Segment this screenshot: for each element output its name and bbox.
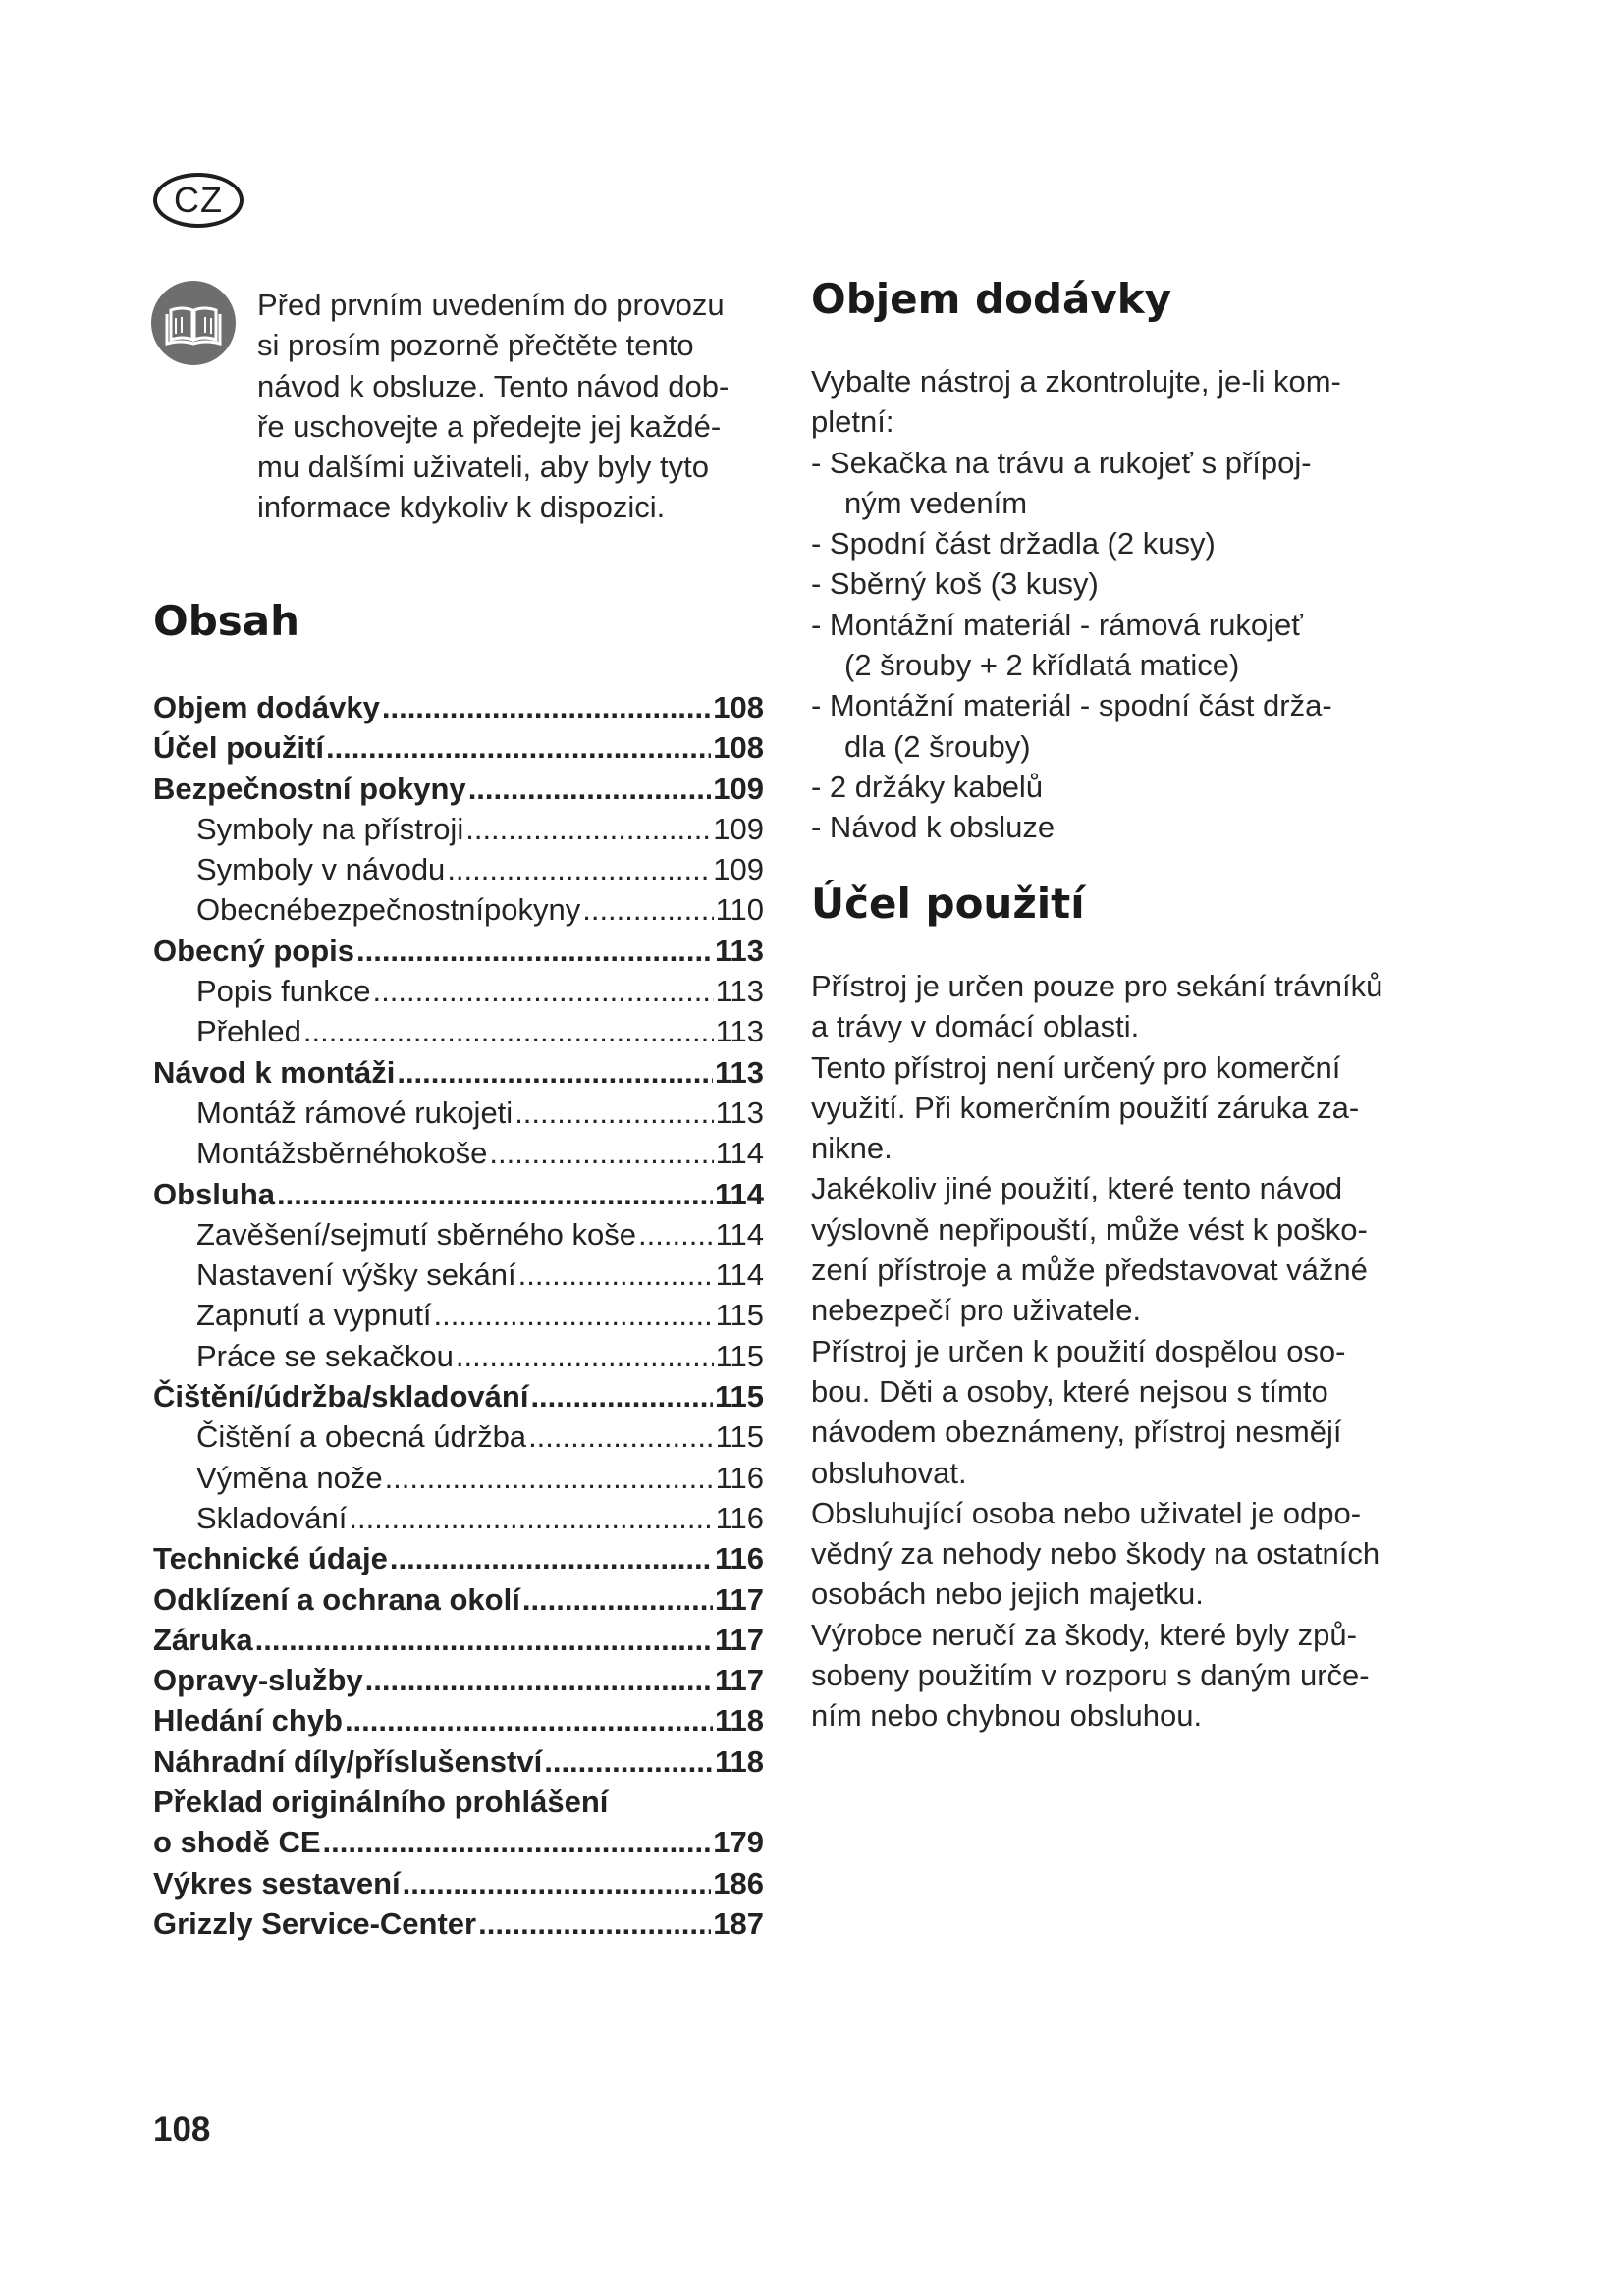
toc-entry-title: Grizzly Service-Center (153, 1905, 477, 1941)
intro-paragraph (257, 285, 768, 528)
scope-item: - Návod k obsluze (811, 810, 1056, 845)
usage-line: Obsluhující osoba nebo uživatel je odpo- (811, 1495, 1362, 1530)
toc-entry[interactable] (153, 931, 764, 971)
toc-entry-title: Nastavení výšky sekání (196, 1257, 516, 1293)
read-manual-book-icon (151, 281, 236, 365)
scope-item: - 2 držáky kabelů (811, 769, 1044, 804)
toc-subentry[interactable] (153, 849, 764, 889)
toc-entry-page: 179 (713, 1825, 764, 1860)
intro-line: Před prvním uvedením do provozu (257, 288, 725, 322)
scope-item: - Sekačka na trávu a rukojeť s přípoj- (811, 445, 1312, 480)
scope-heading: Objem dodávky (811, 275, 1172, 323)
toc-entry[interactable] (153, 1579, 764, 1620)
toc-entry-page: 114 (714, 1176, 764, 1211)
toc-entry-title: Náhradní díly/příslušenství (153, 1743, 543, 1779)
usage-line: sobeny použitím v rozporu s daným urče- (811, 1658, 1370, 1693)
toc-entry-page: 113 (715, 974, 764, 1009)
toc-entry[interactable] (153, 1741, 764, 1782)
toc-entry-page: 116 (714, 1541, 764, 1576)
usage-line: osobách nebo jejich majetku. (811, 1576, 1204, 1612)
toc-entry[interactable] (153, 687, 764, 727)
usage-line: Jakékoliv jiné použití, které tento návod (811, 1171, 1343, 1206)
toc-entry-page: 118 (714, 1703, 764, 1738)
toc-entry-page: 114 (715, 1136, 764, 1171)
toc-entry-page: 114 (715, 1257, 764, 1293)
toc-subentry[interactable] (153, 1336, 764, 1376)
toc-entry-title: Popis funkce (196, 974, 371, 1009)
usage-line: obsluhovat. (811, 1455, 967, 1490)
toc-entry-title: Hledání chyb (153, 1703, 343, 1738)
scope-item: - Spodní část držadla (2 kusy) (811, 526, 1216, 561)
toc-entry-title: Opravy-služby (153, 1663, 363, 1698)
toc-entry-page: 113 (714, 933, 764, 968)
toc-entry-title: Zapnutí a vypnutí (196, 1298, 432, 1333)
toc-entry[interactable] (153, 769, 764, 809)
toc-entry-title: o shodě CE (153, 1825, 321, 1860)
toc-entry-page: 115 (714, 1379, 764, 1415)
toc-entry-title: Montáž rámové rukojeti (196, 1095, 514, 1130)
toc-subentry[interactable] (153, 1458, 764, 1498)
usage-line: ním nebo chybnou obsluhou. (811, 1698, 1203, 1734)
usage-line: Výrobce neručí za škody, které byly způ- (811, 1617, 1357, 1652)
intro-line: si prosím pozorně přečtěte tento (257, 328, 694, 363)
toc-entry-title: Montážsběrnéhokoše (196, 1136, 488, 1171)
toc-entry[interactable] (153, 1700, 764, 1740)
toc-subentry[interactable] (153, 1416, 764, 1457)
toc-entry[interactable] (153, 1052, 764, 1093)
toc-entry-title: Výměna nože (196, 1460, 383, 1495)
toc-entry-page: 113 (715, 1014, 764, 1049)
toc-entry-page: 115 (715, 1298, 764, 1333)
toc-entry-title: Čištění/údržba/skladování (153, 1379, 529, 1415)
scope-item-continuation: (2 šrouby + 2 křídlatá matice) (844, 648, 1240, 683)
toc-subentry[interactable] (153, 889, 764, 930)
toc-entry-title: Zavěšení/sejmutí sběrného koše (196, 1216, 637, 1252)
toc-subentry[interactable] (153, 809, 764, 849)
toc-entry-title: Účel použití (153, 730, 324, 766)
scope-item-continuation: ným vedením (844, 485, 1028, 520)
usage-line: vědný za nehody nebo škody na ostatních (811, 1536, 1380, 1572)
toc-entry-page: 186 (713, 1865, 764, 1900)
toc-entry[interactable] (153, 1822, 764, 1862)
scope-intro-line: pletní: (811, 404, 894, 440)
toc-entry-page: 118 (714, 1743, 764, 1779)
toc-entry-title: Čištění a obecná údržba (196, 1419, 527, 1455)
toc-entry[interactable] (153, 1903, 764, 1944)
toc-entry-page: 109 (713, 852, 764, 887)
toc-entry-title: Práce se sekačkou (196, 1338, 454, 1373)
usage-line: Přístroj je určen k použití dospělou oso- (811, 1333, 1346, 1368)
toc-subentry[interactable] (153, 1498, 764, 1538)
toc-entry-title: Obecný popis (153, 933, 354, 968)
toc-entry-title: Přehled (196, 1014, 301, 1049)
toc-subentry[interactable] (153, 1255, 764, 1295)
usage-line: využití. Při komerčním použití záruka za- (811, 1090, 1360, 1125)
toc-entry[interactable] (153, 1782, 764, 1822)
usage-line: návodem obeznámeny, přístroj nesmějí (811, 1415, 1342, 1450)
usage-heading: Účel použití (811, 880, 1085, 928)
toc-entry-page: 109 (713, 811, 764, 846)
scope-intro-line: Vybalte nástroj a zkontrolujte, je-li kom- (811, 364, 1341, 399)
toc-entry-page: 115 (715, 1419, 764, 1455)
toc-entry-page: 116 (715, 1460, 764, 1495)
usage-line: Tento přístroj není určený pro komerční (811, 1049, 1341, 1085)
toc-entry-page: 116 (715, 1500, 764, 1535)
usage-line: zení přístroje a může představovat vážné (811, 1253, 1368, 1288)
toc-entry-page: 117 (714, 1663, 764, 1698)
toc-subentry[interactable] (153, 1093, 764, 1133)
toc-subentry[interactable] (153, 1011, 764, 1051)
toc-entry[interactable] (153, 1660, 764, 1700)
scope-item-continuation: dla (2 šrouby) (844, 728, 1031, 764)
toc-entry[interactable] (153, 1376, 764, 1416)
toc-entry-page: 114 (715, 1216, 764, 1252)
toc-entry-title: Skladování (196, 1500, 348, 1535)
table-of-contents (153, 687, 764, 1944)
intro-line: návod k obsluze. Tento návod dob- (257, 368, 730, 403)
scope-item: - Montážní materiál - spodní část drža- (811, 688, 1332, 723)
toc-entry-title: Bezpečnostní pokyny (153, 771, 466, 806)
toc-entry-page: 113 (715, 1095, 764, 1130)
toc-entry-page: 108 (713, 730, 764, 766)
toc-entry-title: Překlad originálního prohlášení (153, 1785, 609, 1820)
toc-entry-page: 117 (714, 1622, 764, 1657)
toc-entry-page: 109 (713, 771, 764, 806)
toc-entry[interactable] (153, 1620, 764, 1660)
scope-section (811, 361, 1439, 848)
toc-entry-title: Symboly na přístroji (196, 811, 464, 846)
toc-subentry[interactable] (153, 1295, 764, 1335)
toc-entry-page: 187 (713, 1905, 764, 1941)
toc-entry-title: Symboly v návodu (196, 852, 446, 887)
page-number: 108 (153, 2110, 211, 2149)
intro-line: informace kdykoliv k dispozici. (257, 490, 666, 525)
usage-line: bou. Děti a osoby, které nejsou s tímto (811, 1373, 1328, 1409)
usage-line: nebezpečí pro uživatele. (811, 1293, 1142, 1328)
toc-entry-title: Objem dodávky (153, 690, 380, 724)
toc-entry[interactable] (153, 727, 764, 768)
toc-entry-title: Záruka (153, 1622, 253, 1657)
toc-entry-page: 117 (714, 1581, 764, 1617)
toc-entry-title: Technické údaje (153, 1541, 388, 1576)
toc-entry-page: 115 (715, 1338, 764, 1373)
toc-entry[interactable] (153, 1863, 764, 1903)
toc-entry[interactable] (153, 1538, 764, 1578)
toc-entry-title: Výkres sestavení (153, 1865, 401, 1900)
toc-subentry[interactable] (153, 1133, 764, 1173)
scope-item: - Montážní materiál - rámová rukojeť (811, 607, 1303, 642)
usage-line: výslovně nepřipouští, může vést k poško- (811, 1211, 1368, 1247)
toc-entry-title: Odklízení a ochrana okolí (153, 1581, 520, 1617)
intro-line: ře uschovejte a předejte jej každé- (257, 408, 722, 444)
usage-section (811, 966, 1439, 1736)
usage-line: a trávy v domácí oblasti. (811, 1009, 1140, 1044)
toc-entry-page: 113 (714, 1054, 764, 1090)
toc-entry-page: 108 (713, 690, 764, 724)
toc-subentry[interactable] (153, 971, 764, 1011)
toc-entry-title: Obsluha (153, 1176, 276, 1211)
toc-subentry[interactable] (153, 1214, 764, 1255)
scope-item: - Sběrný koš (3 kusy) (811, 566, 1099, 602)
toc-entry[interactable] (153, 1174, 764, 1214)
usage-line: Přístroj je určen pouze pro sekání trávníků (811, 969, 1383, 1003)
usage-line: nikne. (811, 1131, 893, 1166)
toc-entry-page: 110 (715, 892, 764, 928)
toc-heading: Obsah (153, 597, 300, 645)
toc-entry-title: Návod k montáži (153, 1054, 396, 1090)
intro-line: mu dalšími uživateli, aby byly tyto (257, 450, 710, 485)
toc-entry-title: Obecnébezpečnostnípokyny (196, 892, 581, 928)
country-badge: CZ (153, 173, 244, 228)
